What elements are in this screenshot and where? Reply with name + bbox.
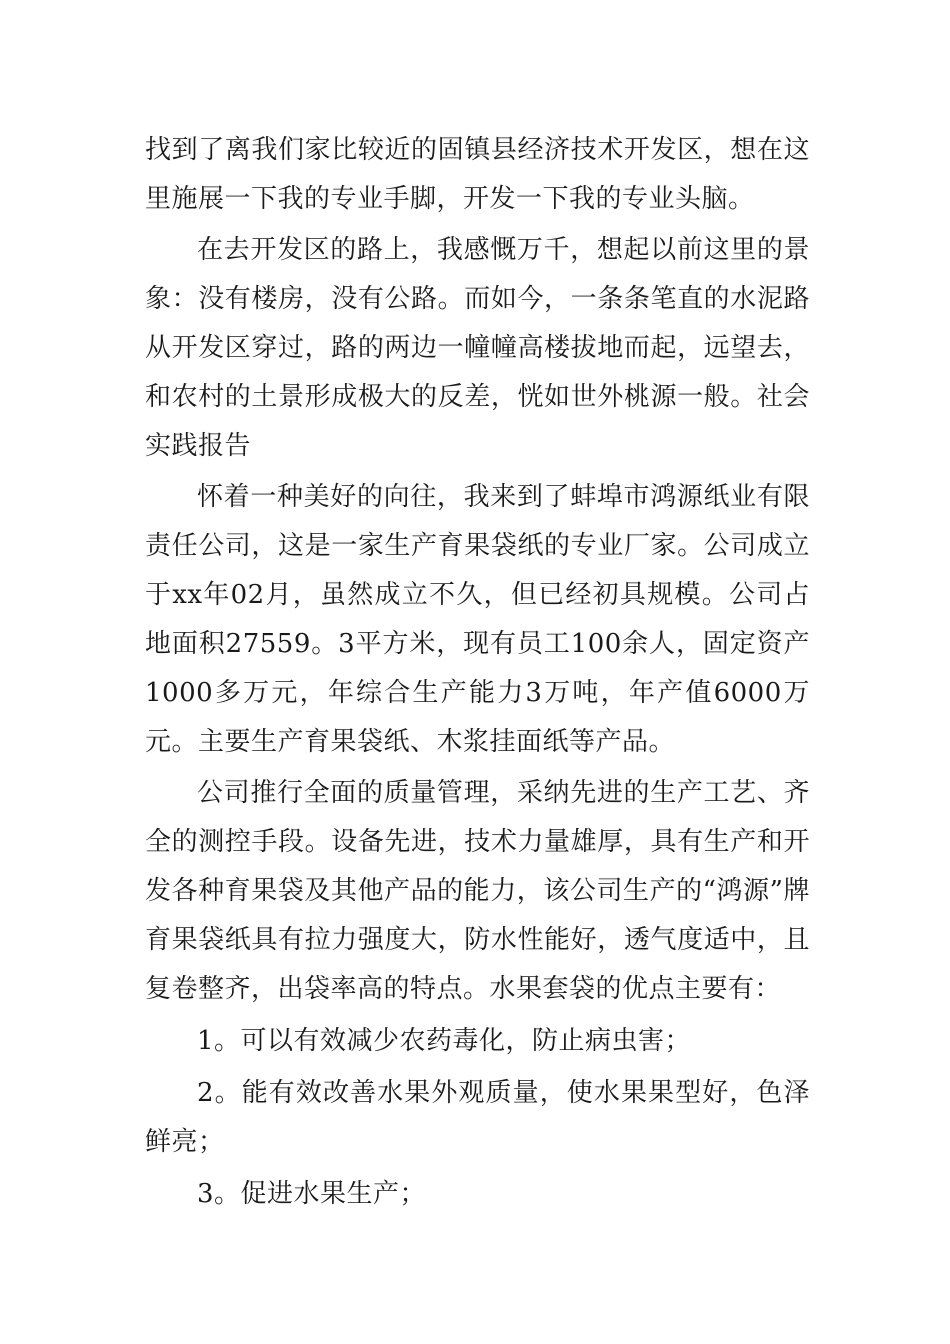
paragraph-1: 找到了离我们家比较近的固镇县经济技术开发区，想在这里施展一下我的专业手脚，开发一下我的专业头脑。 [145,135,810,214]
list-item-2: 2。能有效改善水果外观质量，使水果果型好，色泽鲜亮； [145,1078,810,1157]
document-body [145,126,810,1219]
list-item-1: 1。可以有效减少农药毒化，防止病虫害； [197,1026,692,1056]
paragraph-3: 怀着一种美好的向往，我来到了蚌埠市鸿源纸业有限责任公司，这是一家生产育果袋纸的专业厂家。公司成立于xx年02月，虽然成立不久，但已经初具规模。公司占地面积27559。3平方米，现有员工100余人，固定资产1000多万元，年综合生产能力3万吨，年产值6000万元。主要生产育果袋纸、木浆挂面纸等产品。 [145,482,810,757]
paragraph-4: 公司推行全面的质量管理，采纳先进的生产工艺、齐全的测控手段。设备先进，技术力量雄厚，具有生产和开发各种育果袋及其他产品的能力，该公司生产的“鸿源”牌育果袋纸具有拉力强度大，防水性能好，透气度适中，且复卷整齐，出袋率高的特点。水果套袋的优点主要有： [145,778,810,1004]
paragraph-2: 在去开发区的路上，我感慨万千，想起以前这里的景象：没有楼房，没有公路。而如今，一条条笔直的水泥路从开发区穿过，路的两边一幢幢高楼拔地而起，远望去，和农村的土景形成极大的反差，恍如世外桃源一般。社会实践报告 [145,235,810,461]
list-item-3: 3。促进水果生产； [197,1179,427,1209]
